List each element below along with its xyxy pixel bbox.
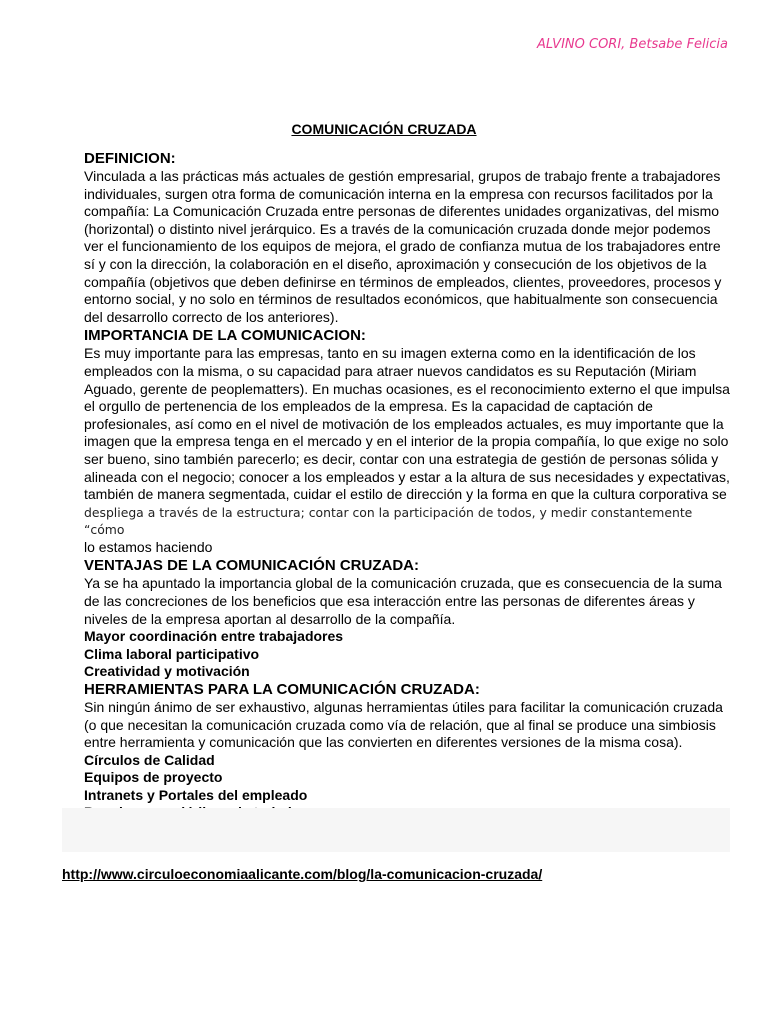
- ventajas-heading: VENTAJAS DE LA COMUNICACIÓN CRUZADA:: [84, 557, 419, 575]
- importancia-body-tail: despliega a través de la estructura; contar con la participación de todos, y medir constantemente “cómo: [84, 504, 693, 538]
- ventajas-body: Ya se ha apuntado la importancia global de la comunicación cruzada, que es consecuencia de la suma de las concreciones de los beneficios que esa interacción entre las personas de diferentes áreas y niveles de la empresa aportan al desarrollo de la compañía.: [84, 575, 722, 627]
- document-body: [84, 149, 730, 821]
- herramientas-item: Intranets y Portales del empleado: [84, 786, 308, 803]
- importancia-heading: IMPORTANCIA DE LA COMUNICACION:: [84, 327, 366, 345]
- definicion-heading: DEFINICION:: [84, 150, 176, 167]
- ventajas-item: Creatividad y motivación: [84, 662, 250, 679]
- ventajas-item: Clima laboral participativo: [84, 645, 260, 662]
- herramientas-heading: HERRAMIENTAS PARA LA COMUNICACIÓN CRUZADA:: [84, 681, 480, 699]
- importancia-body: Es muy importante para las empresas, tanto en su imagen externa como en la identificación de los empleados con la misma, o su capacidad para atraer nuevos candidatos es su Reputación (Miriam Aguado, gerente de peoplematters). En muchas ocasiones, es el reconocimiento externo el que impulsa el orgullo de pertenencia de los empleados de la empresa. Es la capacidad de captación de profesionales, así como en el nivel de motivación de los empleados actuales, es muy importante que la imagen que la empresa tenga en el mercado y en el interior de la propia compañía, lo que exige no solo ser bueno, sino también parecerlo; es decir, contar con una estrategia de gestión de personas sólida y alineada con el negocio; conocer a los empleados y estar a la altura de sus necesidades y expectativas, también de manera segmentada, cuidar el estilo de dirección y la forma en que la cultura corporativa se: [84, 345, 730, 503]
- definicion-body: Vinculada a las prácticas más actuales de gestión empresarial, grupos de trabajo frente a trabajadores individuales, surgen otra forma de comunicación interna en la empresa con recursos facilitados por la compañía: La Comunicación Cruzada entre personas de diferentes unidades organizativas, del mismo (horizontal) o distinto nivel jerárquico. Es a través de la comunicación cruzada donde mejor podemos ver el funcionamiento de los equipos de mejora, el grado de confianza mutua de los trabajadores entre sí y con la dirección, la colaboración en el diseño, aproximación y consecución de los objetivos de la compañía (objetivos que deben definirse en términos de empleados, clientes, proveedores, procesos y entorno social, y no solo en términos de resultados económicos, que habitualmente son consecuencia del desarrollo correcto de los anteriores).: [84, 168, 722, 325]
- herramientas-body: Sin ningún ánimo de ser exhaustivo, algunas herramientas útiles para facilitar la comunicación cruzada (o que necesitan la comunicación cruzada como vía de relación, que al final se produce una simbiosis entre herramienta y comunicación que las convierten en diferentes versiones de la misma cosa).: [84, 699, 723, 751]
- herramientas-item: Equipos de proyecto: [84, 769, 223, 786]
- source-link[interactable]: http://www.circuloeconomiaalicante.com/blog/la-comunicacion-cruzada/: [62, 866, 543, 882]
- ventajas-item: Mayor coordinación entre trabajadores: [84, 628, 344, 645]
- importancia-body-end: lo estamos haciendo: [84, 538, 213, 555]
- shaded-band: [62, 808, 730, 852]
- document-title: COMUNICACIÓN CRUZADA: [291, 121, 477, 137]
- herramientas-item: Círculos de Calidad: [84, 751, 215, 768]
- author-name: ALVINO CORI, Betsabe Felicia: [536, 37, 728, 52]
